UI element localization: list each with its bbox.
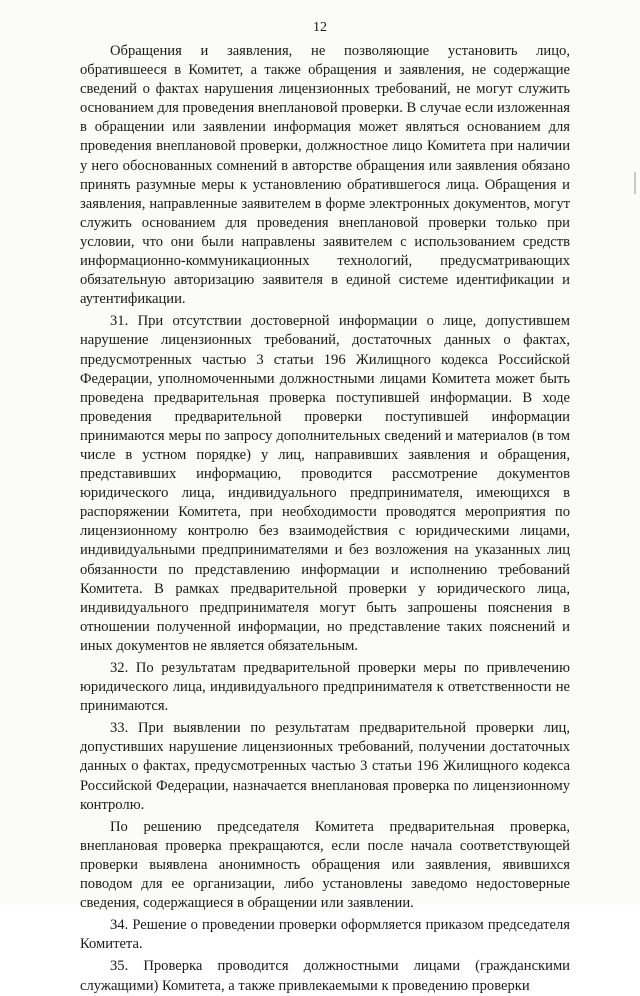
- paragraph-intro: Обращения и заявления, не позволяющие установить лицо, обратившееся в Комитет, а также обращения и заявления, не содержащие сведений о фактах нарушения лицензионных требований, не могут служить основанием для проведения внеплановой проверки. В случае если изложенная в обращении или заявлении информация может являться основанием для проведения внеплановой проверки, должностное лицо Комитета при наличии у него обоснованных сомнений в авторстве обращения или заявления обязано принять разумные меры к установлению обратившегося лица. Обращения и заявления, направленные заявителем в форме электронных документов, могут служить основанием для проведения внеплановой проверки только при условии, что они были направлены заявителем с использованием средств информационно-коммуникационных технологий, предусматривающих обязательную авторизацию заявителя в единой системе идентификации и аутентификации.: [80, 43, 570, 308]
- scan-edge-mark: [634, 172, 636, 194]
- paragraph-32: 32. По результатам предварительной проверки меры по привлечению юридического лица, индивидуального предпринимателя к ответственности не принимаются.: [80, 660, 570, 715]
- paragraph-33: 33. При выявлении по результатам предварительной проверки лиц, допустивших нарушение лицензионных требований, получении достаточных данных о фактах, предусмотренных частью 3 статьи 196 Жилищного кодекса Российской Федерации, назначается внеплановая проверка по лицензионному контролю.: [80, 720, 570, 813]
- paragraph-33-continued: По решению председателя Комитета предварительная проверка, внеплановая проверка прекращаются, если после начала соответствующей проверки выявлена анонимность обращения или заявления, явившихся поводом для ее организации, либо установлены заведомо недостоверные сведения, содержащиеся в обращении или заявлении.: [80, 818, 570, 912]
- paragraph-35: 35. Проверка проводится должностными лицами (гражданскими служащими) Комитета, а также привлекаемыми к проведению проверки: [80, 958, 570, 994]
- paragraph-34: 34. Решение о проведении проверки оформляется приказом председателя Комитета.: [80, 917, 570, 953]
- paragraph-31: 31. При отсутствии достоверной информации о лице, допустившем нарушение лицензионных требований, достаточных данных о фактах, предусмотренных частью 3 статьи 196 Жилищного кодекса Российской Федерации, уполномоченными должностными лицами Комитета может быть проведена предварительная проверка поступившей информации. В ходе проведения предварительной проверки поступившей информации принимаются меры по запросу дополнительных сведений и материалов (в том числе в устном порядке) у лиц, направивших заявления и обращения, представивших информацию, проводится рассмотрение документов юридического лица, индивидуального предпринимателя, имеющихся в распоряжении Комитета, при необходимости проводятся мероприятия по лицензионному контролю без взаимодействия с юридическими лицами, индивидуальными предпринимателями и без возложения на указанных лиц обязанности по представлению информации и исполнению требований Комитета. В рамках предварительной проверки у юридического лица, индивидуального предпринимателя могут быть запрошены пояснения в отношении полученной информации, но представление таких пояснений и иных документов не является обязательным.: [80, 313, 570, 654]
- page-number: 12: [313, 20, 327, 35]
- document-body: [80, 42, 570, 996]
